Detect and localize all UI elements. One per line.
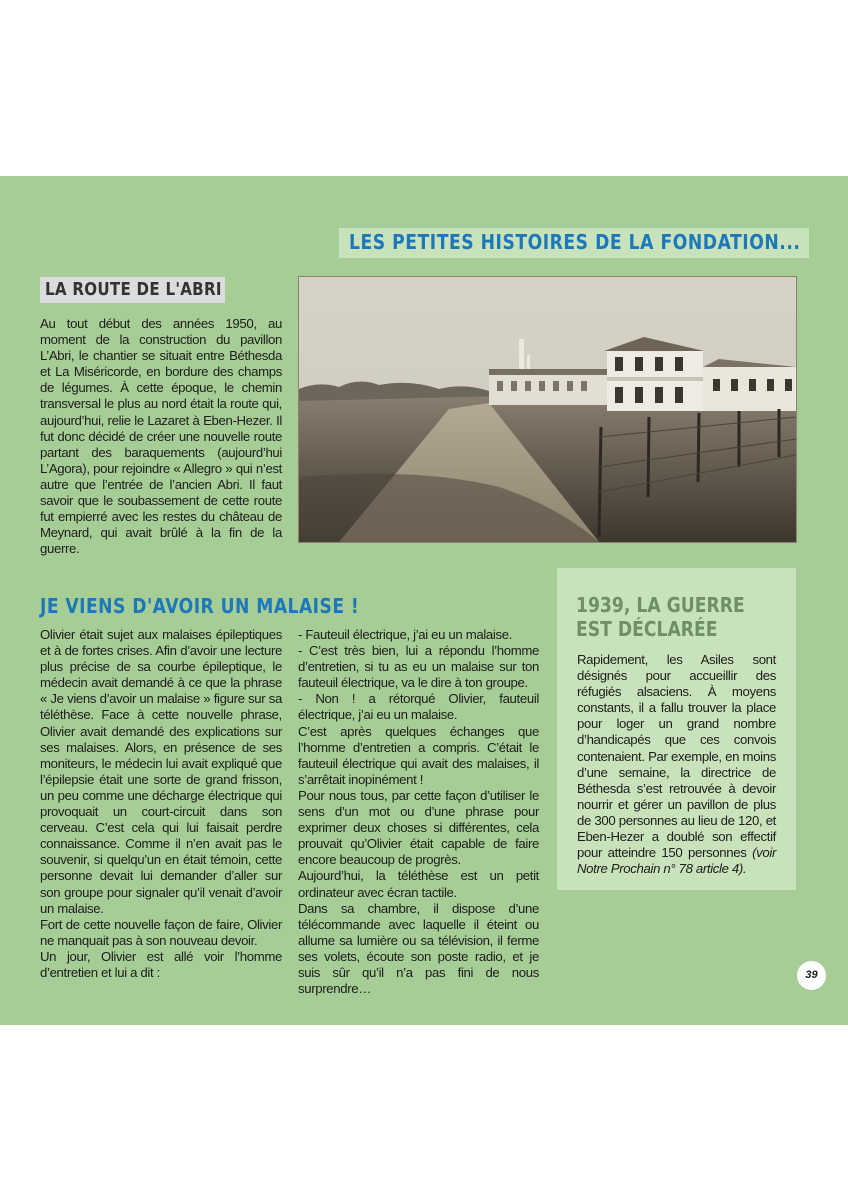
sidebar-title-line-2: EST DÉCLARÉE (576, 617, 718, 641)
malaise-col2-paragraph-2: - C’est très bien, lui a répondu l’homme d’entretien, si tu as eu un malaise sur ton fauteuil électrique, va le dire à ton groupe. (298, 643, 539, 691)
page-number: 39 (797, 961, 826, 990)
historic-photo-image (299, 277, 796, 542)
malaise-col2-paragraph-7: Dans sa chambre, il dispose d’une télécommande avec laquelle il éteint ou allume sa lumière ou sa télévision, il ferme ses volets, écoute son poste radio, et je suis sûr qu’il n’a pas fini de nous surprendre… (298, 900, 539, 997)
malaise-column-1 (40, 627, 282, 981)
abri-paragraph: Au tout début des années 1950, au moment de la construction du pavillon L’Abri, le chantier se situait entre Béthesda et La Miséricorde, en bordure des champs de légumes. À cette époque, le chemin transversal le plus au nord était la route qui, aujourd’hui, relie le Lazaret à Eben-Hezer. Il fut donc décidé de créer une nouvelle route partant des baraquements (aujourd’hui L’Agora), pour rejoindre « Allegro » qui n’est autre que l’entrée de l’ancien Abri. Il faut savoir que le soubassement de cette route fut empierré avec les restes du château de Meynard, qui avait brûlé à la fin de la guerre. (40, 316, 282, 557)
malaise-col1-paragraph-1: Olivier était sujet aux malaises épileptiques et à de fortes crises. Afin d’avoir une lecture plus précise de sa courbe épileptique, le médecin avait demandé à ce que la phrase « Je viens d’avoir un malaise » figure sur sa téléthèse. Face à cette nouvelle phrase, Olivier avait demandé des explications sur ses malaises. Alors, en présence de ses moniteurs, le médecin lui avait expliqué que l’épilepsie était une sorte de grand frisson, un peu comme une décharge électrique qui provoquait un court-circuit dans son cerveau. C’est cela qui lui faisait perdre connaissance. Comme il n’en avait pas le souvenir, si quelqu’un en était témoin, cette personne devait lui demander d’aller sur son groupe pour signaler qu’il venait d’avoir un malaise. (40, 627, 282, 916)
section-title-abri-box (40, 277, 225, 303)
malaise-col2-paragraph-4: C’est après quelques échanges que l’homme d’entretien a compris. C’était le fauteuil électrique qui avait des malaises, il s’arrêtait inopinément ! (298, 723, 539, 787)
malaise-col2-paragraph-6: Aujourd’hui, la téléthèse est un petit ordinateur avec écran tactile. (298, 868, 539, 900)
sidebar-title-line-1: 1939, LA GUERRE (576, 593, 745, 617)
malaise-col2-paragraph-3: - Non ! a rétorqué Olivier, fauteuil électrique, j’ai eu un malaise. (298, 691, 539, 723)
sidebar-paragraph (577, 652, 776, 877)
sidebar-reference: (voir Notre Prochain n° 78 article 4). (577, 845, 776, 877)
malaise-col1-paragraph-3: Un jour, Olivier est allé voir l’homme d’entretien et lui a dit : (40, 948, 282, 980)
historic-photo (298, 276, 797, 543)
malaise-col2-paragraph-5: Pour nous tous, par cette façon d’utiliser le sens d’un mot ou d’une phrase pour exprimer deux choses si différentes, cela prouvait qu’Olivier était capable de faire encore beaucoup de progrès. (298, 787, 539, 868)
sidebar-title (576, 593, 745, 641)
section-title-abri: LA ROUTE DE L'ABRI (45, 279, 222, 300)
malaise-column-2 (298, 627, 539, 997)
malaise-col2-line-1: - Fauteuil électrique, j’ai eu un malaise. (298, 627, 513, 642)
main-heading-box (339, 228, 809, 258)
malaise-col1-paragraph-2: Fort de cette nouvelle façon de faire, Olivier ne manquait pas à son nouveau devoir. (40, 916, 282, 948)
sidebar-text: Rapidement, les Asiles sont désignés pour accueillir des réfugiés alsaciens. À moyens constants, il a fallu trouver la place pour loger un grand nombre d’handicapés que ces convois contenaient. Par exemple, en moins d’une semaine, la directrice de Béthesda s’est retrouvée à devoir nourrir et gérer un pavillon de plus de 300 personnes au lieu de 120, et Eben-Hezer a doublé son effectif pour atteindre 150 personnes (577, 652, 776, 861)
main-heading: LES PETITES HISTOIRES DE LA FONDATION... (349, 230, 801, 254)
section-title-malaise: JE VIENS D'AVOIR UN MALAISE ! (40, 594, 360, 618)
sidebar-box (557, 568, 796, 890)
